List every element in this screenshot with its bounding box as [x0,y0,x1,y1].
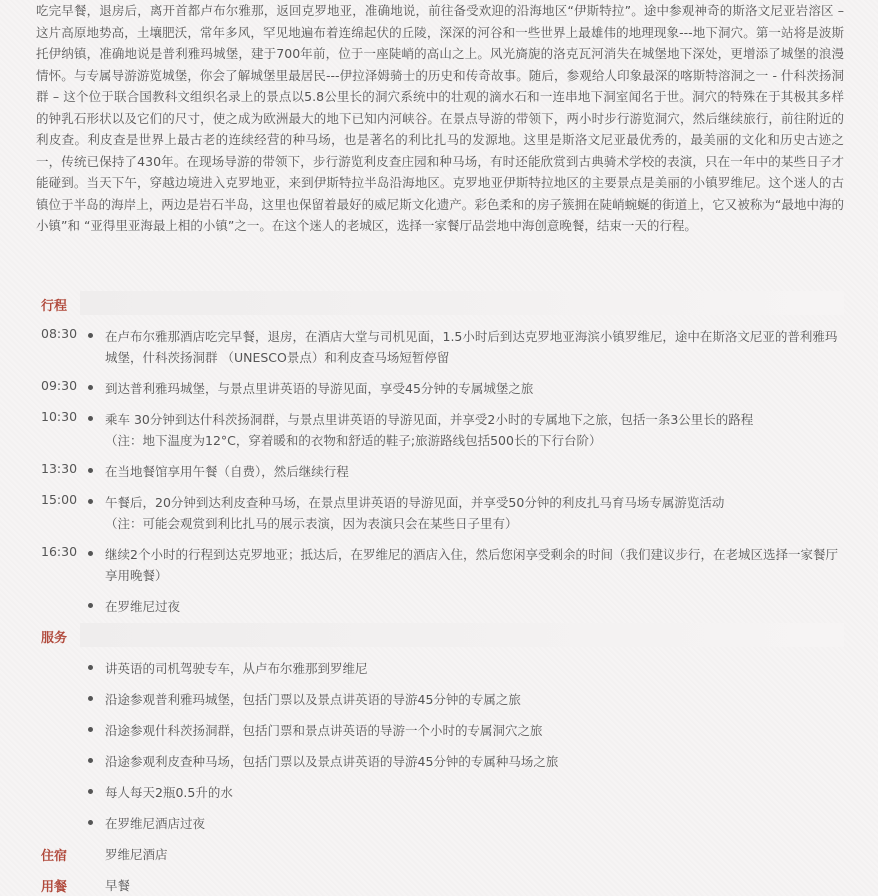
itinerary-text [105,378,843,399]
itinerary-text [105,492,843,534]
itinerary-label: 行程 [41,299,68,314]
bullet-icon [88,820,93,825]
meals-value: 早餐 [105,878,131,893]
itinerary-text-main: 在罗维尼过夜 [105,599,181,614]
day-description: 吃完早餐，退房后，离开首都卢布尔雅那，返回克罗地亚，准确地说，前往备受欢迎的沿海地区“伊斯特拉”。途中参观神奇的斯洛文尼亚岩溶区 – 这片高原地势高，土壤肥沃，常年多风，罕见地遍布着连绵起伏的丘陵，深深的河谷和一些世界上最雄伟的地理现象---地下洞穴。第一站将是波斯托伊纳镇，准确地说是普利雅玛城堡，建于700年前，位于一座陡峭的高山之上。风光旖旎的洛克瓦河消失在城堡地下深处，更增添了城堡的浪漫情怀。与专属导游游览城堡，你会了解城堡里最居民---伊拉泽姆骑士的历史和传奇故事。随后，参观给人印象最深的喀斯特溶洞之一 - 什科茨扬洞群 – 这个位于联合国教科文组织名录上的景点以5.8公里长的洞穴系统中的壮观的滴水石和一连串地下洞室闻名于世。洞穴的特殊在于其极其多样的钟乳石形状以及它们的尺寸，使之成为欧洲最大的地下已知内河峡谷。在景点导游的带领下，两小时步行游览洞穴，然后继续旅行，前往附近的利皮查。利皮查是世界上最古老的连续经营的种马场，也是著名的利比扎马的发源地。这里是斯洛文尼亚最优秀的，最美丽的文化和历史古迹之一，传统已保持了430年。在现场导游的带领下，步行游览利皮查庄园和种马场，有时还能欣赏到古典骑术学校的表演，只在一年中的某些日子才能碰到。当天下午，穿越边境进入克罗地亚，来到伊斯特拉半岛沿海地区。克罗地亚伊斯特拉地区的主要景点是美丽的小镇罗维尼。这个迷人的古镇位于半岛的海岸上，两边是岩石半岛，这里也保留着最好的威尼斯文化遗产。彩色柔和的房子簇拥在陡峭蜿蜒的街道上，它又被称为“最地中海的小镇”和 “亚得里亚海最上相的小镇”之一。在这个迷人的老城区，选择一家餐厅品尝地中海创意晚餐，结束一天的行程。 [36,3,844,233]
itinerary-time: 13:30 [41,461,78,476]
itinerary-text-main: 乘车 30分钟到达什科茨扬洞群，与景点里讲英语的导游见面，并享受2小时的专属地下之旅，包括一条3公里长的路程 [105,412,754,427]
service-text: 每人每天2瓶0.5升的水 [105,785,233,800]
itinerary-note: （注：可能会观赏到利比扎马的展示表演，因为表演只会在某些日子里有） [105,516,518,531]
itinerary-text-main: 到达普利雅玛城堡，与景点里讲英语的导游见面，享受45分钟的专属城堡之旅 [105,381,534,396]
service-text: 沿途参观什科茨扬洞群，包括门票和景点讲英语的导游一个小时的专属洞穴之旅 [105,723,543,738]
bullet-icon [88,333,93,338]
itinerary-text [105,461,843,482]
itinerary-text-main: 在卢布尔雅那酒店吃完早餐，退房，在酒店大堂与司机见面，1.5小时后到达克罗地亚海滨小镇罗维尼，途中在斯洛文尼亚的普利雅玛城堡，什科茨扬洞群 （UNESCO景点）和利皮查马场短暂停留 [105,329,838,365]
bullet-icon [88,696,93,701]
itinerary-header-bar [80,291,844,315]
itinerary-time: 09:30 [41,378,78,393]
itinerary-time: 15:00 [41,492,78,507]
services-label: 服务 [41,631,68,646]
itinerary-text [105,409,843,451]
bullet-icon [88,727,93,732]
service-text: 沿途参观利皮查种马场，包括门票以及景点讲英语的导游45分钟的专属种马场之旅 [105,754,559,769]
bullet-icon [88,789,93,794]
itinerary-note: （注：地下温度为12°C，穿着暖和的衣物和舒适的鞋子;旅游路线包括500长的下行台阶） [105,433,602,448]
itinerary-text-main: 继续2个小时的行程到达克罗地亚；抵达后，在罗维尼的酒店入住，然后您闲享受剩余的时间（我们建议步行，在老城区选择一家餐厅享用晚餐） [105,547,838,583]
service-text: 沿途参观普利雅玛城堡，包括门票以及景点讲英语的导游45分钟的专属之旅 [105,692,521,707]
bullet-icon [88,758,93,763]
itinerary-text-main: 午餐后，20分钟到达利皮查种马场，在景点里讲英语的导游见面，并享受50分钟的利皮扎马育马场专属游览活动 [105,495,725,510]
itinerary-time: 10:30 [41,409,78,424]
service-text: 讲英语的司机驾驶专车，从卢布尔雅那到罗维尼 [105,661,368,676]
itinerary-text [105,544,843,586]
services-header-bar [80,623,844,647]
itinerary-text [105,326,843,368]
itinerary-time: 16:30 [41,544,78,559]
meals-label: 用餐 [41,880,68,895]
accommodation-label: 住宿 [41,849,68,864]
service-text: 在罗维尼酒店过夜 [105,816,206,831]
bullet-icon [88,603,93,608]
bullet-icon [88,551,93,556]
bullet-icon [88,385,93,390]
itinerary-text [105,596,843,617]
itinerary-time: 08:30 [41,326,78,341]
bullet-icon [88,416,93,421]
accommodation-value: 罗维尼酒店 [105,847,168,862]
itinerary-text-main: 在当地餐馆享用午餐（自费），然后继续行程 [105,464,349,479]
bullet-icon [88,665,93,670]
bullet-icon [88,468,93,473]
bullet-icon [88,499,93,504]
